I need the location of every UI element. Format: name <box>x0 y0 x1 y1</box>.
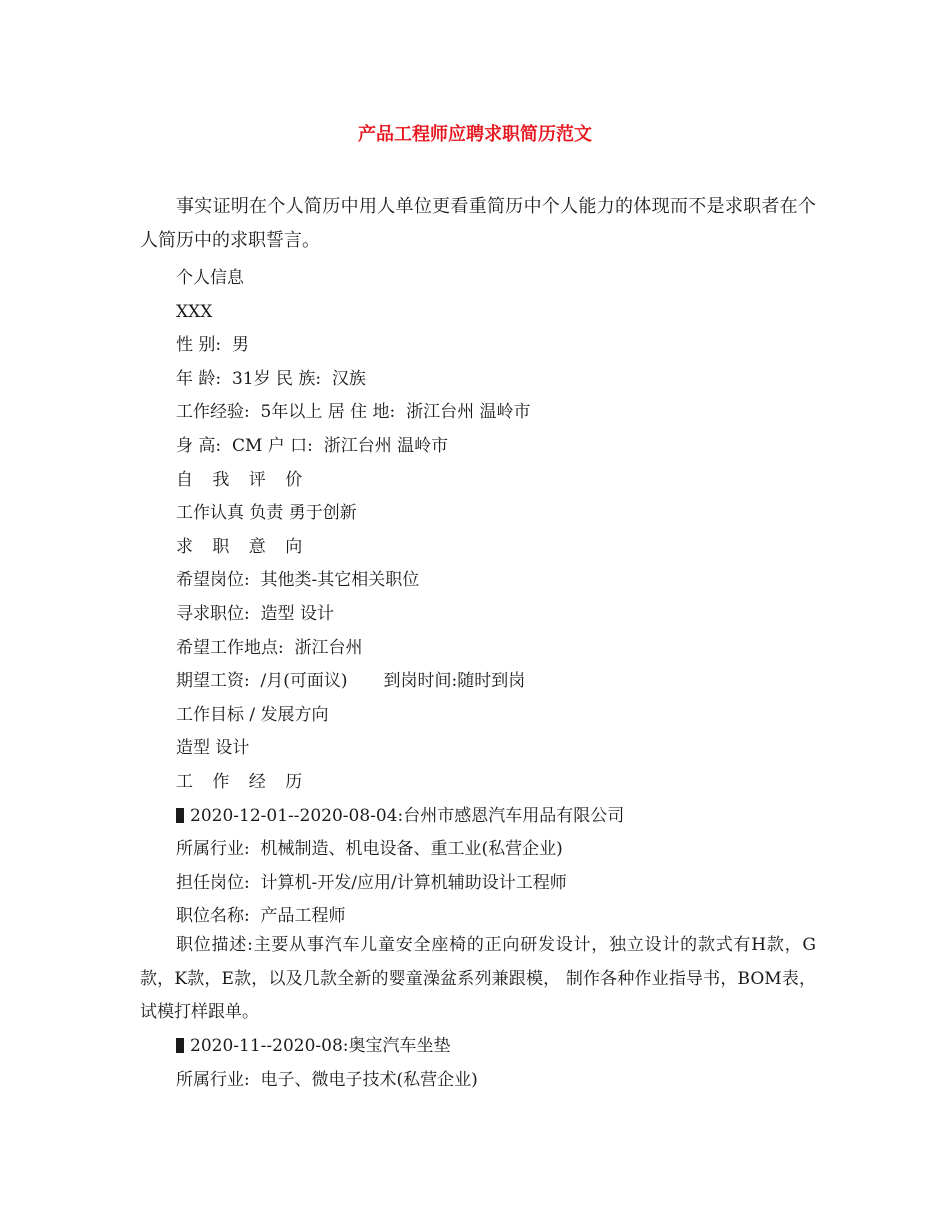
self-eval-heading: 自 我 评 价 <box>176 469 310 490</box>
name-line: XXX <box>176 301 213 322</box>
job2-header <box>176 1030 816 1064</box>
self-eval-line: 工作认真 负责 勇于创新 <box>176 503 357 524</box>
height-line: 身 高: CM 户 口: 浙江台州 温岭市 <box>176 435 449 456</box>
personal-info-heading: 个人信息 <box>176 268 244 288</box>
job1-description: 职位描述:主要从事汽车儿童安全座椅的正向研发设计，独立设计的款式有H款，G款，K款，E款，以及几款全新的婴童澡盆系列兼跟模， 制作各种作业指导书，BOM表，试模打样跟单。 <box>140 935 816 1023</box>
sought-position-line: 寻求职位: 造型 设计 <box>176 603 334 624</box>
intro-paragraph: 事实证明在个人简历中用人单位更看重简历中个人能力的体现而不是求职者在个人简历中的求职誓言。 <box>140 196 816 251</box>
bullet-block-icon <box>176 808 184 823</box>
salary-line <box>176 665 816 699</box>
gender-line: 性 别: 男 <box>176 335 249 356</box>
age-line: 年 龄: 31岁 民 族: 汉族 <box>176 368 366 389</box>
goal-line: 造型 设计 <box>176 738 250 759</box>
desired-position-line: 希望岗位: 其他类-其它相关职位 <box>176 570 420 591</box>
experience-line: 工作经验: 5年以上 居 住 地: 浙江台州 温岭市 <box>176 402 531 423</box>
desired-location-line: 希望工作地点: 浙江台州 <box>176 637 363 658</box>
job2-header-text: 2020-11--2020-08:奥宝汽车坐垫 <box>190 1036 451 1056</box>
goal-heading: 工作目标 / 发展方向 <box>176 704 329 725</box>
job1-post-line: 担任岗位: 计算机-开发/应用/计算机辅助设计工程师 <box>176 872 567 893</box>
expected-salary: 期望工资: /月(可面议) <box>176 671 348 692</box>
resume-lines-continued <box>176 1030 816 1097</box>
resume-lines <box>176 262 816 934</box>
work-history-heading: 工 作 经 历 <box>176 771 310 792</box>
job1-header <box>176 800 816 834</box>
start-time: 到岗时间:随时到岗 <box>383 671 526 692</box>
job1-header-text: 2020-12-01--2020-08-04:台州市感恩汽车用品有限公司 <box>190 805 625 826</box>
job1-title-line: 职位名称: 产品工程师 <box>176 906 346 927</box>
document-title: 产品工程师应聘求职简历范文 <box>358 124 592 145</box>
job2-industry-line: 所属行业: 电子、微电子技术(私营企业) <box>176 1069 478 1090</box>
bullet-block-icon <box>176 1038 184 1053</box>
intent-heading: 求 职 意 向 <box>176 536 310 557</box>
job1-industry-line: 所属行业: 机械制造、机电设备、重工业(私营企业) <box>176 839 563 860</box>
